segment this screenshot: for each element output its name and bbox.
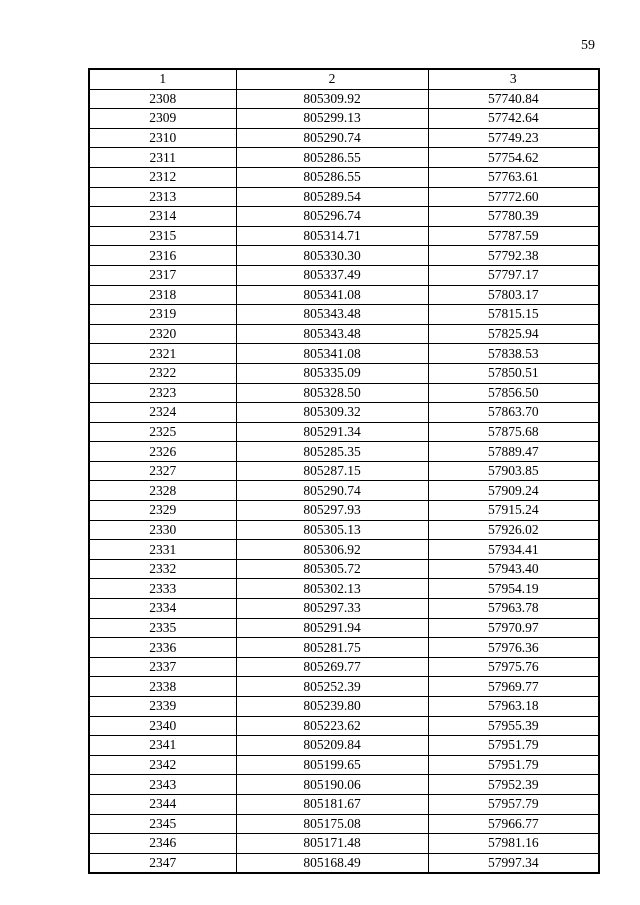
table-row [89, 89, 599, 109]
table-row [89, 148, 599, 168]
y-coordinate-cell: 57787.59 [428, 226, 599, 246]
point-number-cell: 2332 [89, 559, 236, 579]
point-number-cell: 2327 [89, 461, 236, 481]
table-row [89, 638, 599, 658]
point-number-cell: 2345 [89, 814, 236, 834]
x-coordinate-cell: 805305.72 [236, 559, 428, 579]
x-coordinate-cell: 805330.30 [236, 246, 428, 266]
point-number-cell: 2315 [89, 226, 236, 246]
table-row [89, 520, 599, 540]
table-row [89, 775, 599, 795]
table-row [89, 246, 599, 266]
x-coordinate-cell: 805297.93 [236, 501, 428, 521]
x-coordinate-cell: 805290.74 [236, 128, 428, 148]
column-header-2: 2 [236, 69, 428, 89]
x-coordinate-cell: 805309.92 [236, 89, 428, 109]
x-coordinate-cell: 805299.13 [236, 109, 428, 129]
table-row [89, 265, 599, 285]
point-number-cell: 2338 [89, 677, 236, 697]
table-row [89, 853, 599, 873]
x-coordinate-cell: 805287.15 [236, 461, 428, 481]
point-number-cell: 2347 [89, 853, 236, 873]
point-number-cell: 2339 [89, 697, 236, 717]
y-coordinate-cell: 57975.76 [428, 657, 599, 677]
x-coordinate-cell: 805281.75 [236, 638, 428, 658]
point-number-cell: 2326 [89, 442, 236, 462]
table-row [89, 501, 599, 521]
table-row [89, 128, 599, 148]
point-number-cell: 2309 [89, 109, 236, 129]
y-coordinate-cell: 57763.61 [428, 167, 599, 187]
point-number-cell: 2334 [89, 599, 236, 619]
point-number-cell: 2344 [89, 794, 236, 814]
point-number-cell: 2324 [89, 403, 236, 423]
y-coordinate-cell: 57772.60 [428, 187, 599, 207]
table-row [89, 736, 599, 756]
point-number-cell: 2311 [89, 148, 236, 168]
point-number-cell: 2318 [89, 285, 236, 305]
y-coordinate-cell: 57903.85 [428, 461, 599, 481]
y-coordinate-cell: 57754.62 [428, 148, 599, 168]
table-row [89, 383, 599, 403]
y-coordinate-cell: 57749.23 [428, 128, 599, 148]
point-number-cell: 2331 [89, 540, 236, 560]
x-coordinate-cell: 805291.94 [236, 618, 428, 638]
y-coordinate-cell: 57915.24 [428, 501, 599, 521]
table-row [89, 579, 599, 599]
x-coordinate-cell: 805181.67 [236, 794, 428, 814]
y-coordinate-cell: 57792.38 [428, 246, 599, 266]
x-coordinate-cell: 805291.34 [236, 422, 428, 442]
point-number-cell: 2333 [89, 579, 236, 599]
y-coordinate-cell: 57963.78 [428, 599, 599, 619]
table-row [89, 834, 599, 854]
table-row [89, 363, 599, 383]
x-coordinate-cell: 805335.09 [236, 363, 428, 383]
table-row [89, 657, 599, 677]
x-coordinate-cell: 805175.08 [236, 814, 428, 834]
coordinates-table [88, 68, 600, 874]
x-coordinate-cell: 805337.49 [236, 265, 428, 285]
x-coordinate-cell: 805341.08 [236, 344, 428, 364]
x-coordinate-cell: 805306.92 [236, 540, 428, 560]
table-row [89, 187, 599, 207]
table-row [89, 755, 599, 775]
x-coordinate-cell: 805168.49 [236, 853, 428, 873]
x-coordinate-cell: 805285.35 [236, 442, 428, 462]
point-number-cell: 2310 [89, 128, 236, 148]
table-row [89, 167, 599, 187]
y-coordinate-cell: 57976.36 [428, 638, 599, 658]
y-coordinate-cell: 57780.39 [428, 207, 599, 227]
y-coordinate-cell: 57815.15 [428, 305, 599, 325]
table-row [89, 403, 599, 423]
x-coordinate-cell: 805223.62 [236, 716, 428, 736]
point-number-cell: 2336 [89, 638, 236, 658]
point-number-cell: 2328 [89, 481, 236, 501]
point-number-cell: 2342 [89, 755, 236, 775]
point-number-cell: 2337 [89, 657, 236, 677]
y-coordinate-cell: 57957.79 [428, 794, 599, 814]
x-coordinate-cell: 805328.50 [236, 383, 428, 403]
table-row [89, 599, 599, 619]
point-number-cell: 2308 [89, 89, 236, 109]
y-coordinate-cell: 57825.94 [428, 324, 599, 344]
table-row [89, 422, 599, 442]
y-coordinate-cell: 57803.17 [428, 285, 599, 305]
column-header-3: 3 [428, 69, 599, 89]
table-row [89, 226, 599, 246]
x-coordinate-cell: 805297.33 [236, 599, 428, 619]
y-coordinate-cell: 57955.39 [428, 716, 599, 736]
point-number-cell: 2319 [89, 305, 236, 325]
x-coordinate-cell: 805290.74 [236, 481, 428, 501]
table-row [89, 207, 599, 227]
column-header-1: 1 [89, 69, 236, 89]
y-coordinate-cell: 57875.68 [428, 422, 599, 442]
table-header-row [89, 69, 599, 89]
page-number: 59 [581, 38, 595, 53]
x-coordinate-cell: 805239.80 [236, 697, 428, 717]
x-coordinate-cell: 805289.54 [236, 187, 428, 207]
y-coordinate-cell: 57963.18 [428, 697, 599, 717]
y-coordinate-cell: 57981.16 [428, 834, 599, 854]
x-coordinate-cell: 805343.48 [236, 305, 428, 325]
table-row [89, 481, 599, 501]
table-header [89, 69, 599, 89]
point-number-cell: 2346 [89, 834, 236, 854]
table-row [89, 109, 599, 129]
y-coordinate-cell: 57954.19 [428, 579, 599, 599]
table-row [89, 716, 599, 736]
point-number-cell: 2340 [89, 716, 236, 736]
y-coordinate-cell: 57926.02 [428, 520, 599, 540]
y-coordinate-cell: 57742.64 [428, 109, 599, 129]
x-coordinate-cell: 805341.08 [236, 285, 428, 305]
table-row [89, 618, 599, 638]
x-coordinate-cell: 805199.65 [236, 755, 428, 775]
y-coordinate-cell: 57856.50 [428, 383, 599, 403]
table-row [89, 540, 599, 560]
x-coordinate-cell: 805296.74 [236, 207, 428, 227]
table-row [89, 794, 599, 814]
y-coordinate-cell: 57740.84 [428, 89, 599, 109]
table-row [89, 285, 599, 305]
y-coordinate-cell: 57934.41 [428, 540, 599, 560]
table-row [89, 677, 599, 697]
point-number-cell: 2313 [89, 187, 236, 207]
table-row [89, 559, 599, 579]
y-coordinate-cell: 57909.24 [428, 481, 599, 501]
y-coordinate-cell: 57966.77 [428, 814, 599, 834]
table-row [89, 344, 599, 364]
x-coordinate-cell: 805209.84 [236, 736, 428, 756]
point-number-cell: 2314 [89, 207, 236, 227]
point-number-cell: 2343 [89, 775, 236, 795]
x-coordinate-cell: 805286.55 [236, 167, 428, 187]
point-number-cell: 2341 [89, 736, 236, 756]
point-number-cell: 2317 [89, 265, 236, 285]
table-row [89, 324, 599, 344]
y-coordinate-cell: 57889.47 [428, 442, 599, 462]
point-number-cell: 2321 [89, 344, 236, 364]
x-coordinate-cell: 805343.48 [236, 324, 428, 344]
table-row [89, 461, 599, 481]
y-coordinate-cell: 57997.34 [428, 853, 599, 873]
point-number-cell: 2323 [89, 383, 236, 403]
x-coordinate-cell: 805286.55 [236, 148, 428, 168]
point-number-cell: 2325 [89, 422, 236, 442]
x-coordinate-cell: 805309.32 [236, 403, 428, 423]
table-body [89, 89, 599, 873]
y-coordinate-cell: 57797.17 [428, 265, 599, 285]
point-number-cell: 2322 [89, 363, 236, 383]
x-coordinate-cell: 805190.06 [236, 775, 428, 795]
table-row [89, 442, 599, 462]
x-coordinate-cell: 805269.77 [236, 657, 428, 677]
y-coordinate-cell: 57863.70 [428, 403, 599, 423]
y-coordinate-cell: 57951.79 [428, 736, 599, 756]
point-number-cell: 2330 [89, 520, 236, 540]
y-coordinate-cell: 57838.53 [428, 344, 599, 364]
y-coordinate-cell: 57951.79 [428, 755, 599, 775]
point-number-cell: 2329 [89, 501, 236, 521]
y-coordinate-cell: 57970.97 [428, 618, 599, 638]
y-coordinate-cell: 57952.39 [428, 775, 599, 795]
table-row [89, 814, 599, 834]
table-row [89, 305, 599, 325]
table-row [89, 697, 599, 717]
y-coordinate-cell: 57969.77 [428, 677, 599, 697]
point-number-cell: 2335 [89, 618, 236, 638]
x-coordinate-cell: 805252.39 [236, 677, 428, 697]
y-coordinate-cell: 57943.40 [428, 559, 599, 579]
point-number-cell: 2312 [89, 167, 236, 187]
point-number-cell: 2320 [89, 324, 236, 344]
x-coordinate-cell: 805171.48 [236, 834, 428, 854]
x-coordinate-cell: 805302.13 [236, 579, 428, 599]
point-number-cell: 2316 [89, 246, 236, 266]
y-coordinate-cell: 57850.51 [428, 363, 599, 383]
x-coordinate-cell: 805314.71 [236, 226, 428, 246]
x-coordinate-cell: 805305.13 [236, 520, 428, 540]
